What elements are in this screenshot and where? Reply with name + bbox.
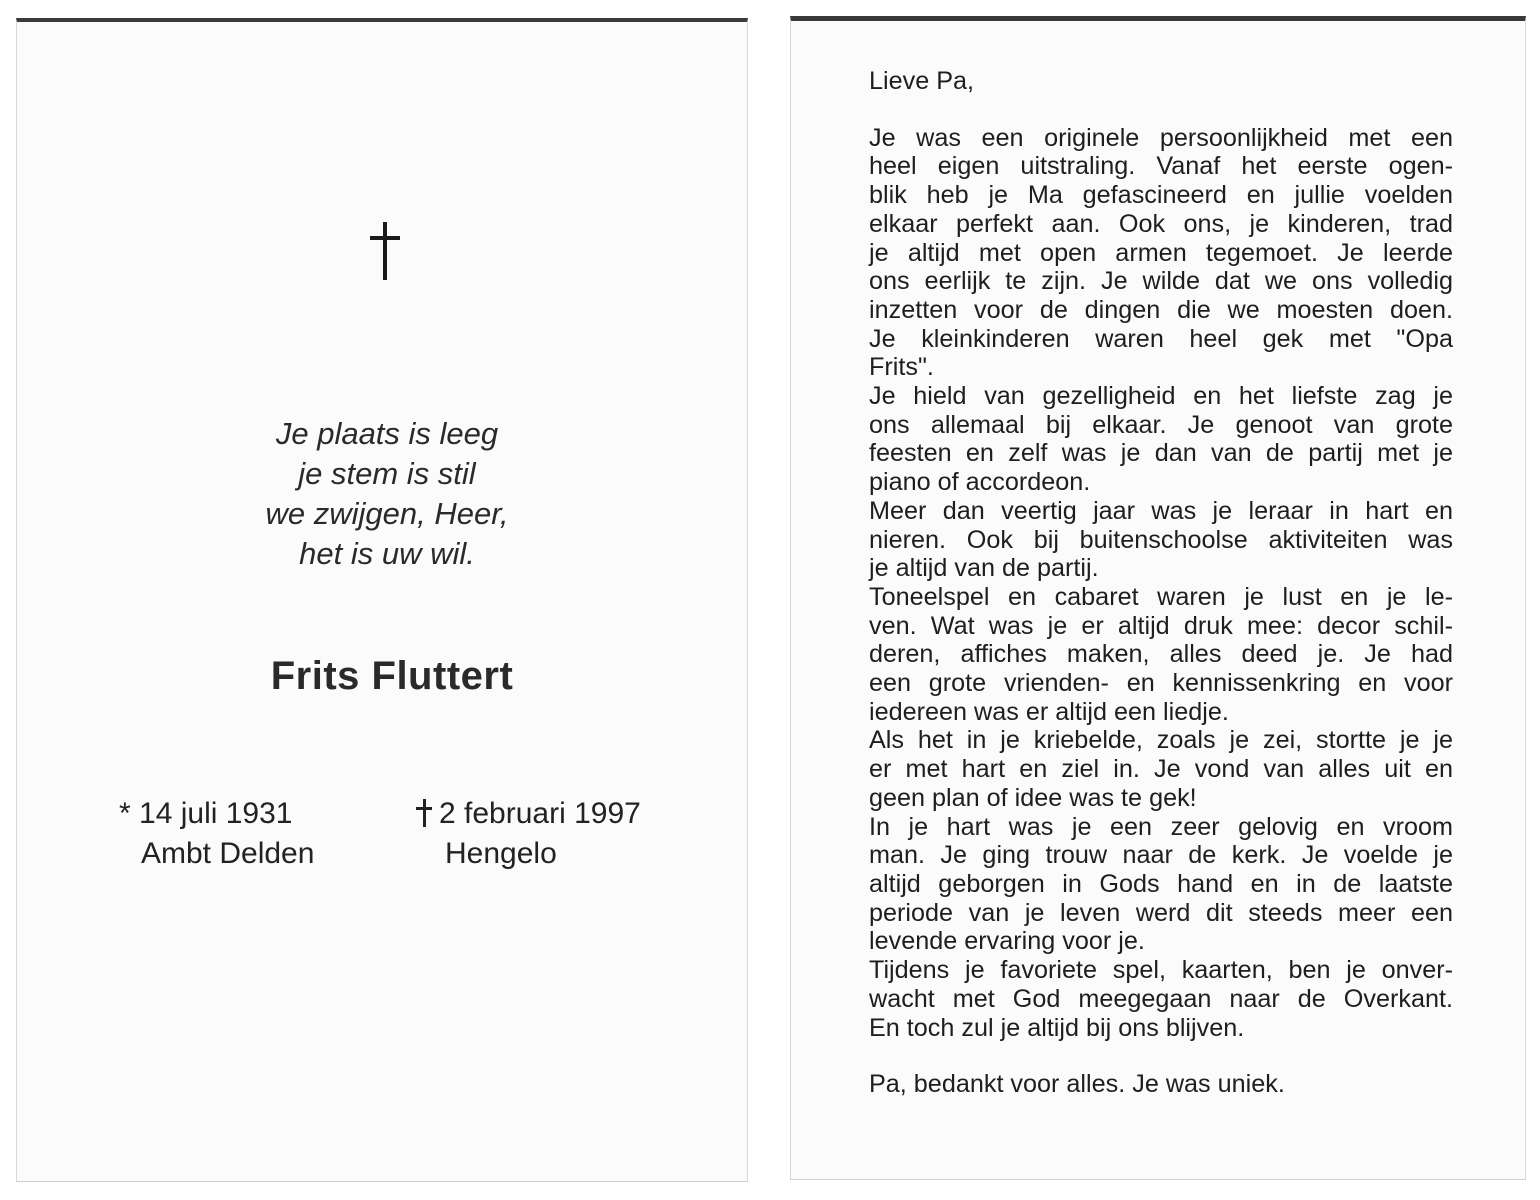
letter-paragraph [869,726,1453,812]
letter-line: ons allemaal bij elkaar. Je genoot van grote [869,410,1453,439]
letter-line: Frits". [869,353,934,382]
poem [187,414,587,574]
letter-line: geen plan of idee was te gek! [869,783,1197,812]
letter-line: deren, affiches maken, alles deed je. Je had [869,640,1453,669]
poem-line: het is uw wil. [299,536,475,571]
letter-line: Tijdens je favoriete spel, kaarten, ben je onver- [869,956,1453,985]
letter-line: ven. Wat was je er altijd druk mee: decor schil- [869,611,1453,640]
letter-line: ons eerlijk te zijn. Je wilde dat we ons volledig [869,267,1453,296]
letter-paragraph [869,583,1453,727]
letter-line: altijd geborgen in Gods hand en in de laatste [869,869,1453,898]
letter-line: periode van je leven werd dit steeds meer een [869,898,1453,927]
letter-line: feesten en zelf was je dan van de partij met je [869,439,1453,468]
birth-symbol: * [119,797,131,830]
letter-line: blik heb je Ma gefascineerd en jullie voelden [869,181,1453,210]
memorial-card-letter [790,16,1526,1180]
letter-line: Meer dan veertig jaar was je leraar in hart en [869,496,1453,525]
birth-place: Ambt Delden [141,837,315,870]
letter-line: inzetten voor de dingen die we moesten doen. [869,295,1453,324]
letter-line: heel eigen uitstraling. Vanaf het eerste ogen- [869,152,1453,181]
poem-line: we zwijgen, Heer, [265,496,509,531]
birth-date: 14 juli 1931 [139,797,293,830]
letter-paragraph [869,813,1453,957]
letter-paragraph [869,956,1453,1042]
birth-info [119,794,314,874]
letter-paragraphs [869,124,1453,1043]
letter-line: wacht met God meegegaan naar de Overkant. [869,984,1453,1013]
deceased-name: Frits Fluttert [270,654,514,698]
letter-line: Als het in je kriebelde, zoals je zei, stortte je je [869,726,1453,755]
letter-line: Toneelspel en cabaret waren je lust en je le- [869,582,1453,611]
letter-line: piano of accordeon. [869,468,1091,497]
death-place: Hengelo [445,837,557,870]
poem-line: je stem is stil [298,456,476,491]
letter-line: Je hield van gezelligheid en het liefste zag je [869,382,1453,411]
letter-line: een grote vrienden- en kennissenkring en voor [869,669,1453,698]
letter-body [869,67,1453,1099]
letter-line: Je kleinkinderen waren heel gek met "Opa [869,324,1453,353]
letter-paragraph [869,124,1453,382]
memorial-card-front [16,18,748,1182]
death-info [415,794,641,874]
letter-line: elkaar perfekt aan. Ook ons, je kinderen, trad [869,209,1453,238]
death-date: 2 februari 1997 [439,797,641,830]
letter-line: Je was een originele persoonlijkheid met een [869,123,1453,152]
letter-line: man. Je ging trouw naar de kerk. Je voelde je [869,841,1453,870]
poem-line: Je plaats is leeg [275,416,499,451]
letter-line: iedereen was er altijd een liedje. [869,697,1229,726]
letter-line: je altijd met open armen tegemoet. Je leerde [869,238,1453,267]
letter-closing: Pa, bedankt voor alles. Je was uniek. [869,1070,1285,1099]
cross-icon [370,222,400,280]
death-cross-icon [415,799,433,827]
letter-paragraph [869,382,1453,497]
letter-greeting: Lieve Pa, [869,67,975,95]
letter-paragraph [869,497,1453,583]
letter-line: je altijd van de partij. [869,554,1099,583]
letter-line: In je hart was je een zeer gelovig en vroom [869,812,1453,841]
letter-line: er met hart en ziel in. Je vond van alles uit en [869,755,1453,784]
letter-line: levende ervaring voor je. [869,927,1145,956]
letter-line: nieren. Ook bij buitenschoolse aktiviteiten was [869,525,1453,554]
letter-line: En toch zul je altijd bij ons blijven. [869,1013,1245,1042]
